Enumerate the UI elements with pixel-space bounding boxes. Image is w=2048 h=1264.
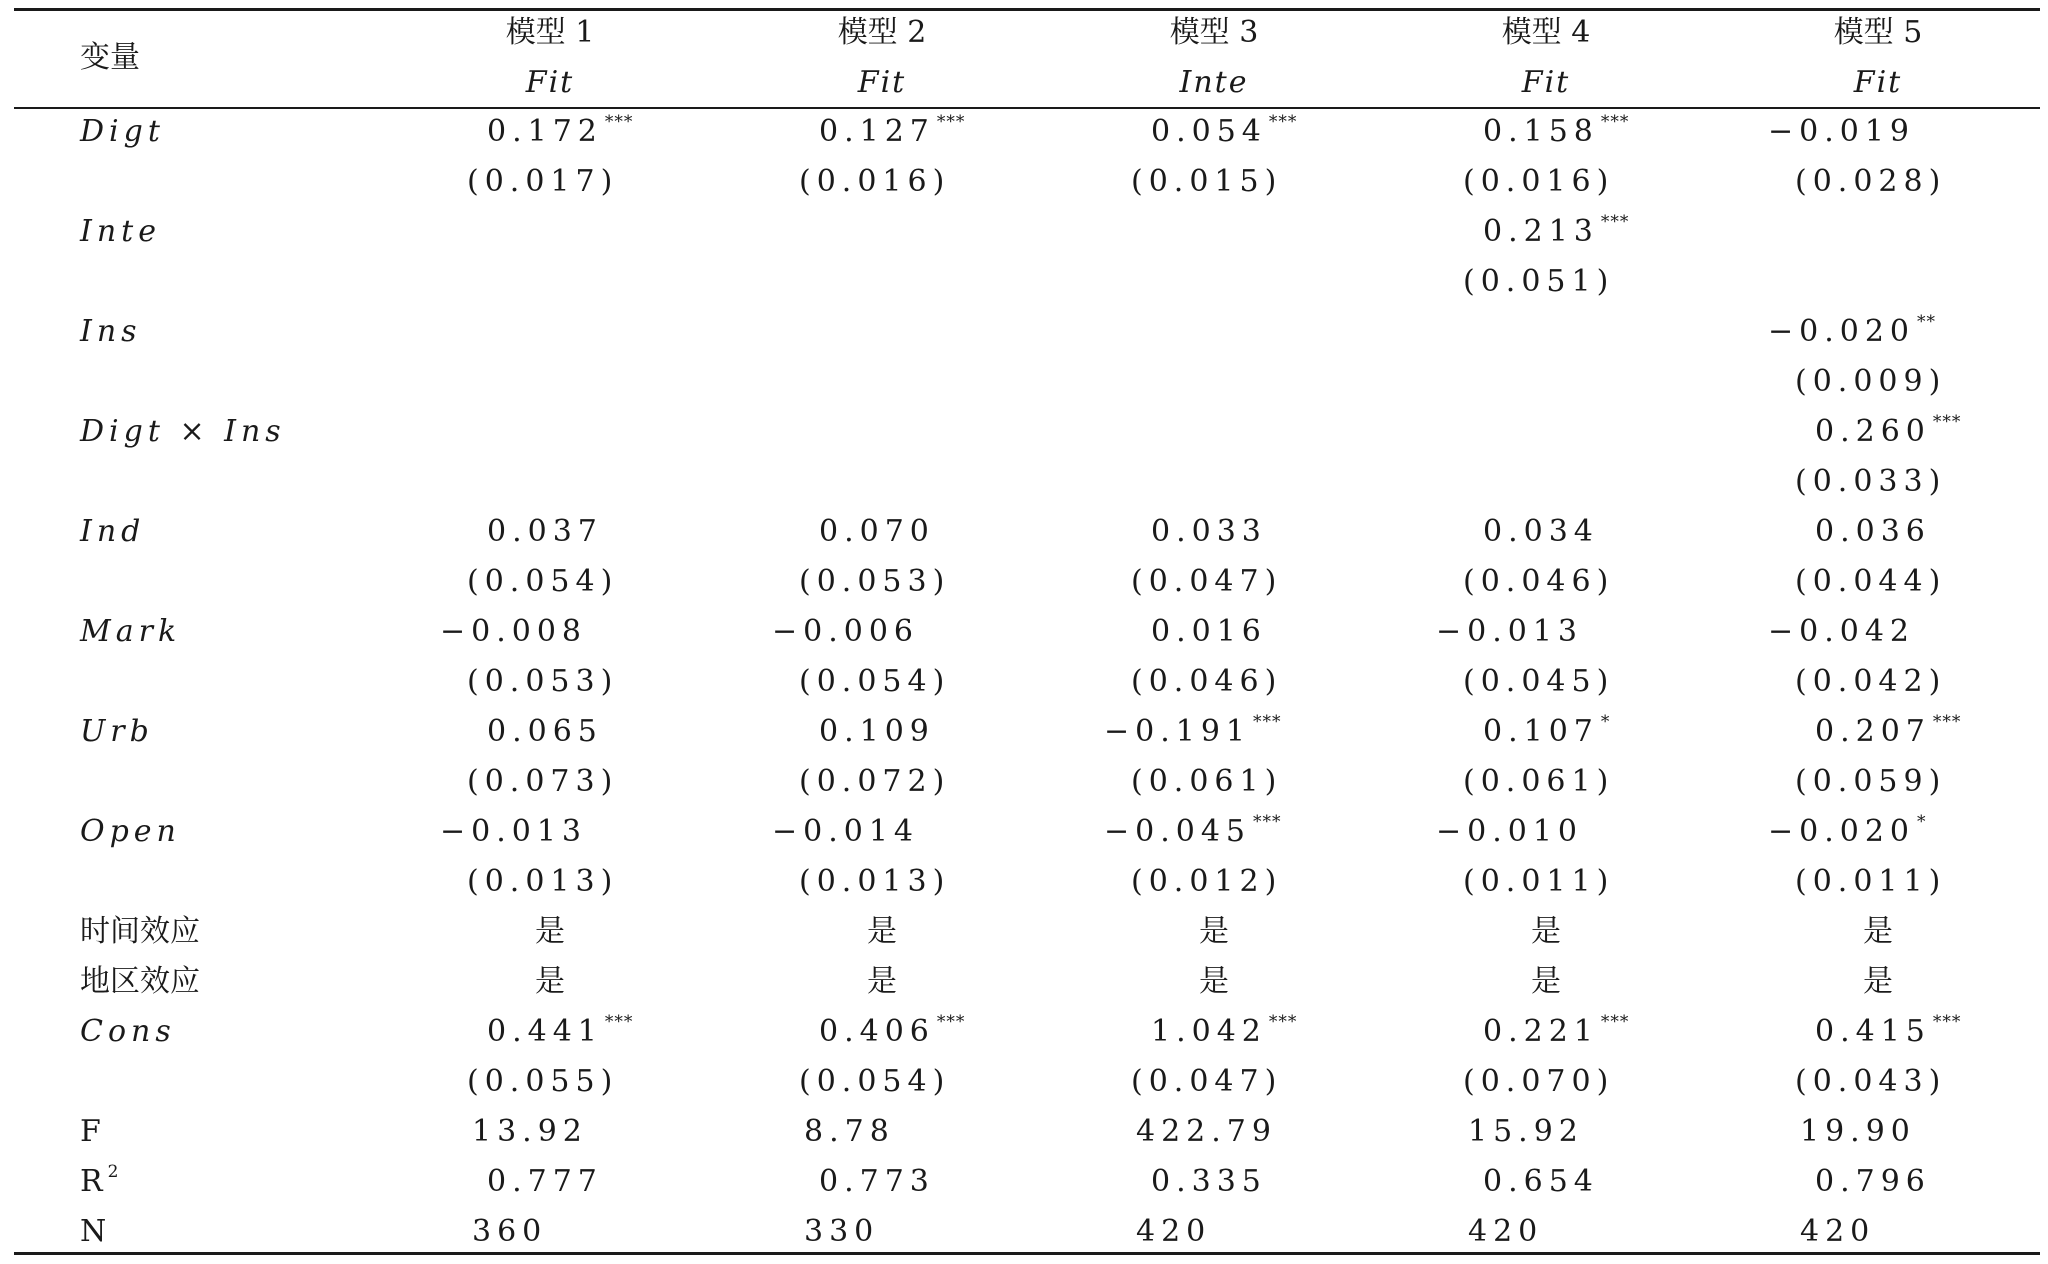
significance-stars: *** bbox=[604, 1012, 634, 1032]
standard-error-cell: (0.045) bbox=[1463, 664, 1615, 699]
row-label-text: Inte bbox=[80, 214, 161, 249]
coefficient-cell bbox=[487, 715, 603, 749]
coefficient-value: 0.260 bbox=[1815, 414, 1931, 449]
header-model-name-3: 模型 3 bbox=[1169, 15, 1259, 50]
header-dependent-variable-1: Fit bbox=[525, 65, 575, 100]
standard-error-cell: (0.043) bbox=[1795, 1064, 1947, 1099]
row-label-text: Digt bbox=[80, 114, 165, 149]
header-model-name-1: 模型 1 bbox=[505, 15, 595, 50]
coefficient-value: 0.033 bbox=[1151, 514, 1267, 549]
standard-error-cell: (0.033) bbox=[1795, 464, 1947, 499]
statistic-cell: 420 bbox=[1136, 1214, 1212, 1249]
row-label-text: Digt × Ins bbox=[80, 414, 286, 449]
standard-error-cell: (0.009) bbox=[1795, 364, 1947, 399]
statistic-cell: 330 bbox=[804, 1214, 880, 1249]
coefficient-cell bbox=[487, 1012, 634, 1053]
statistic-cell: 0.777 bbox=[487, 1164, 603, 1199]
standard-error-cell: (0.012) bbox=[1131, 864, 1283, 899]
coefficient-cell bbox=[1768, 615, 1915, 649]
statistic-cell: 0.335 bbox=[1151, 1164, 1267, 1199]
row-label bbox=[80, 1162, 124, 1203]
row-label-text: Ins bbox=[80, 314, 142, 349]
row-label-text: Urb bbox=[80, 714, 154, 749]
coefficient-cell bbox=[1768, 312, 1937, 353]
significance-stars: ** bbox=[1917, 312, 1937, 332]
table-header-rule bbox=[14, 107, 2040, 109]
significance-stars: *** bbox=[1253, 812, 1282, 832]
row-label-text: F bbox=[80, 1114, 106, 1149]
row-label bbox=[80, 115, 165, 149]
coefficient-value: 0.172 bbox=[487, 114, 603, 149]
row-label-text: R bbox=[80, 1164, 108, 1199]
effect-indicator-cell: 是 bbox=[535, 914, 565, 949]
statistic-cell: 8.78 bbox=[804, 1114, 895, 1149]
header-model-name-2: 模型 2 bbox=[837, 15, 927, 50]
row-label-text: Ind bbox=[80, 514, 146, 549]
significance-stars: *** bbox=[604, 112, 634, 132]
significance-stars: *** bbox=[1600, 1012, 1630, 1032]
coefficient-cell bbox=[487, 515, 603, 549]
standard-error-cell: (0.054) bbox=[799, 1064, 951, 1099]
coefficient-value: −0.020 bbox=[1768, 814, 1916, 849]
coefficient-cell bbox=[819, 1012, 966, 1053]
standard-error-cell: (0.073) bbox=[467, 764, 619, 799]
row-label-text: N bbox=[80, 1214, 112, 1249]
coefficient-value: −0.014 bbox=[772, 814, 920, 849]
standard-error-cell: (0.016) bbox=[799, 164, 951, 199]
coefficient-cell bbox=[1483, 1012, 1630, 1053]
coefficient-value: 0.016 bbox=[1151, 614, 1267, 649]
header-model-name-4: 模型 4 bbox=[1501, 15, 1591, 50]
coefficient-value: −0.045 bbox=[1104, 814, 1252, 849]
standard-error-cell: (0.046) bbox=[1463, 564, 1615, 599]
coefficient-value: 0.207 bbox=[1815, 714, 1931, 749]
coefficient-cell bbox=[819, 515, 935, 549]
effect-indicator-cell: 是 bbox=[1531, 964, 1561, 999]
coefficient-value: −0.042 bbox=[1768, 614, 1916, 649]
significance-stars: *** bbox=[1932, 1012, 1962, 1032]
header-variable-label: 变量 bbox=[80, 40, 140, 75]
standard-error-cell: (0.051) bbox=[1463, 264, 1615, 299]
effect-indicator-cell: 是 bbox=[1199, 914, 1229, 949]
row-label bbox=[80, 1115, 106, 1149]
coefficient-cell bbox=[772, 615, 919, 649]
significance-stars: *** bbox=[1268, 112, 1298, 132]
standard-error-cell: (0.054) bbox=[467, 564, 619, 599]
coefficient-cell bbox=[1815, 412, 1962, 453]
coefficient-value: 0.127 bbox=[819, 114, 935, 149]
statistic-cell: 19.90 bbox=[1800, 1114, 1916, 1149]
header-dependent-variable-2: Fit bbox=[857, 65, 907, 100]
coefficient-value: −0.013 bbox=[440, 814, 588, 849]
row-label-superscript: 2 bbox=[107, 1162, 124, 1182]
coefficient-value: −0.013 bbox=[1436, 614, 1584, 649]
standard-error-cell: (0.044) bbox=[1795, 564, 1947, 599]
coefficient-cell bbox=[1436, 815, 1583, 849]
effect-indicator-cell: 是 bbox=[1863, 914, 1893, 949]
header-dependent-variable-4: Fit bbox=[1521, 65, 1571, 100]
coefficient-cell bbox=[772, 815, 919, 849]
coefficient-value: 0.034 bbox=[1483, 514, 1599, 549]
standard-error-cell: (0.042) bbox=[1795, 664, 1947, 699]
row-label bbox=[80, 215, 161, 249]
row-label-text: Cons bbox=[80, 1014, 176, 1049]
header-model-name-5: 模型 5 bbox=[1833, 15, 1923, 50]
standard-error-cell: (0.072) bbox=[799, 764, 951, 799]
standard-error-cell: (0.061) bbox=[1131, 764, 1283, 799]
row-label bbox=[80, 815, 181, 849]
standard-error-cell: (0.011) bbox=[1463, 864, 1615, 899]
row-label bbox=[80, 615, 181, 649]
effect-indicator-cell: 是 bbox=[867, 914, 897, 949]
coefficient-cell bbox=[1151, 515, 1267, 549]
coefficient-cell bbox=[1815, 1012, 1962, 1053]
coefficient-cell bbox=[1483, 212, 1630, 253]
coefficient-value: −0.008 bbox=[440, 614, 588, 649]
table-top-rule bbox=[14, 8, 2040, 11]
coefficient-value: 0.070 bbox=[819, 514, 935, 549]
effect-indicator-cell: 是 bbox=[867, 964, 897, 999]
coefficient-value: 0.037 bbox=[487, 514, 603, 549]
significance-stars: * bbox=[1600, 712, 1611, 732]
header-dependent-variable-5: Fit bbox=[1853, 65, 1903, 100]
standard-error-cell: (0.053) bbox=[799, 564, 951, 599]
coefficient-value: 0.441 bbox=[487, 1014, 603, 1049]
standard-error-cell: (0.047) bbox=[1131, 564, 1283, 599]
row-label bbox=[80, 1215, 111, 1249]
standard-error-cell: (0.047) bbox=[1131, 1064, 1283, 1099]
coefficient-cell bbox=[819, 112, 966, 153]
row-label bbox=[80, 715, 154, 749]
row-label bbox=[80, 315, 142, 349]
coefficient-value: 0.213 bbox=[1483, 214, 1599, 249]
statistic-cell: 360 bbox=[472, 1214, 548, 1249]
effect-indicator-cell: 是 bbox=[1863, 964, 1893, 999]
coefficient-value: 0.221 bbox=[1483, 1014, 1599, 1049]
significance-stars: *** bbox=[1253, 712, 1282, 732]
statistic-cell: 0.796 bbox=[1815, 1164, 1931, 1199]
significance-stars: *** bbox=[1268, 1012, 1298, 1032]
effect-indicator-cell: 是 bbox=[1531, 914, 1561, 949]
coefficient-value: 1.042 bbox=[1151, 1014, 1267, 1049]
standard-error-cell: (0.016) bbox=[1463, 164, 1615, 199]
standard-error-cell: (0.053) bbox=[467, 664, 619, 699]
row-label bbox=[80, 1015, 176, 1049]
significance-stars: *** bbox=[1932, 712, 1962, 732]
statistic-cell: 0.773 bbox=[819, 1164, 935, 1199]
effect-indicator-cell: 是 bbox=[535, 964, 565, 999]
statistic-cell: 15.92 bbox=[1468, 1114, 1584, 1149]
standard-error-cell: (0.061) bbox=[1463, 764, 1615, 799]
coefficient-cell bbox=[1483, 112, 1630, 153]
standard-error-cell: (0.054) bbox=[799, 664, 951, 699]
coefficient-value: 0.406 bbox=[819, 1014, 935, 1049]
row-label-text: Open bbox=[80, 814, 181, 849]
significance-stars: * bbox=[1917, 812, 1927, 832]
table-bottom-rule bbox=[14, 1252, 2040, 1255]
coefficient-cell bbox=[1483, 515, 1599, 549]
coefficient-cell bbox=[1151, 112, 1298, 153]
significance-stars: *** bbox=[936, 1012, 966, 1032]
standard-error-cell: (0.013) bbox=[799, 864, 951, 899]
significance-stars: *** bbox=[1600, 112, 1630, 132]
standard-error-cell: (0.046) bbox=[1131, 664, 1283, 699]
statistic-cell: 0.654 bbox=[1483, 1164, 1599, 1199]
coefficient-cell bbox=[819, 715, 935, 749]
standard-error-cell: (0.059) bbox=[1795, 764, 1947, 799]
coefficient-value: 0.415 bbox=[1815, 1014, 1931, 1049]
coefficient-cell bbox=[1815, 712, 1962, 753]
coefficient-value: −0.010 bbox=[1436, 814, 1584, 849]
row-label bbox=[80, 415, 286, 449]
row-label bbox=[80, 515, 145, 549]
row-label-text: 地区效应 bbox=[80, 964, 200, 999]
coefficient-cell bbox=[440, 815, 587, 849]
coefficient-value: 0.036 bbox=[1815, 514, 1931, 549]
coefficient-value: −0.019 bbox=[1768, 114, 1916, 149]
header-dependent-variable-3: Inte bbox=[1179, 65, 1249, 100]
coefficient-cell bbox=[1151, 1012, 1298, 1053]
coefficient-cell bbox=[1768, 115, 1915, 149]
standard-error-cell: (0.070) bbox=[1463, 1064, 1615, 1099]
coefficient-value: 0.065 bbox=[487, 714, 603, 749]
row-label-text: 时间效应 bbox=[80, 914, 200, 949]
coefficient-cell bbox=[1104, 812, 1282, 853]
coefficient-cell bbox=[1815, 515, 1931, 549]
coefficient-cell bbox=[440, 615, 587, 649]
row-label bbox=[80, 915, 200, 949]
coefficient-value: 0.107 bbox=[1483, 714, 1599, 749]
coefficient-cell bbox=[1436, 615, 1583, 649]
standard-error-cell: (0.055) bbox=[467, 1064, 619, 1099]
coefficient-value: 0.158 bbox=[1483, 114, 1599, 149]
standard-error-cell: (0.013) bbox=[467, 864, 619, 899]
coefficient-cell bbox=[487, 112, 634, 153]
coefficient-cell bbox=[1483, 712, 1611, 753]
standard-error-cell: (0.017) bbox=[467, 164, 619, 199]
coefficient-cell bbox=[1151, 615, 1267, 649]
significance-stars: *** bbox=[1932, 412, 1962, 432]
coefficient-cell bbox=[1768, 812, 1927, 853]
significance-stars: *** bbox=[936, 112, 966, 132]
row-label-text: Mark bbox=[80, 614, 182, 649]
significance-stars: *** bbox=[1600, 212, 1630, 232]
coefficient-value: 0.054 bbox=[1151, 114, 1267, 149]
statistic-cell: 422.79 bbox=[1136, 1114, 1277, 1149]
row-label bbox=[80, 965, 200, 999]
statistic-cell: 420 bbox=[1468, 1214, 1544, 1249]
coefficient-value: −0.191 bbox=[1104, 714, 1252, 749]
effect-indicator-cell: 是 bbox=[1199, 964, 1229, 999]
standard-error-cell: (0.015) bbox=[1131, 164, 1283, 199]
statistic-cell: 420 bbox=[1800, 1214, 1876, 1249]
coefficient-value: 0.109 bbox=[819, 714, 935, 749]
coefficient-cell bbox=[1104, 712, 1282, 753]
statistic-cell: 13.92 bbox=[472, 1114, 588, 1149]
standard-error-cell: (0.011) bbox=[1795, 864, 1947, 899]
coefficient-value: −0.006 bbox=[772, 614, 920, 649]
standard-error-cell: (0.028) bbox=[1795, 164, 1947, 199]
coefficient-value: −0.020 bbox=[1768, 314, 1916, 349]
